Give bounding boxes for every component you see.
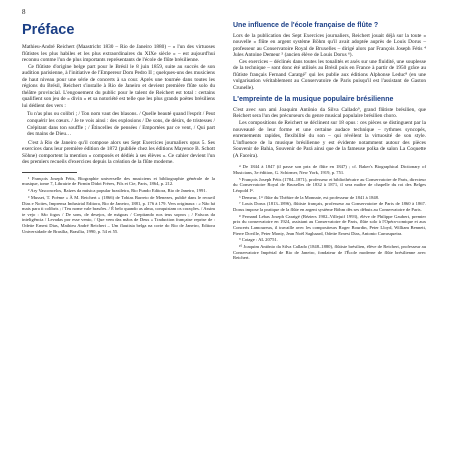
footnote: ¹ François Joseph Fétis, Biographie universelle des musiciens et bibliographie générale de la musique, tome 7, Librairie de Firmin Didot Frères, Fils et Cie, Paris, 1864, p. 212. (22, 175, 215, 187)
preface-paragraph: Mathieu-André Reichert (Maastricht 1830 – Rio de Janeiro 1880) – « l'un des virtuoses flûtistes les plus habiles et les plus extraordinaires du XIXe siècle » – est aujourd'hui reconnu comme l'un de plus importants représentants de l'école de flûte brésilienne. (22, 44, 215, 64)
footnote: ⁹ Cotage : AL 20751. (239, 237, 278, 243)
preface-title: Préface (22, 22, 75, 38)
section-title-influence: Une influence de l'école française de flûte ? (233, 22, 379, 29)
page-number: 8 (22, 8, 26, 16)
footnote: ⁷ Louis Dorus (1813–1896), flûtiste français, professeur au Conservatoire de Paris de 1860 à 1867. Dorus impose la pratique de la flûte en argent système Böhm dès ses débuts au Conservatoire de Paris. (233, 201, 426, 213)
footnote: ⁸ Fernand Lebas Joseph Caratgé (Béziers 1902–Villejuif 1993), élève de Philippe Gaubert, premier prix du conservatoire en 1924, assistant au Conservatoire de Paris, flûte solo à l'Opéra-comique et aux Concerts Lamoureux, il travaille avec les compositeurs Roger Bourdin, Peter Lloyd, William Bennett, Pierre Doville, Peter Monty, Jean Noël Saghaard, Odette Ernest Dias, Antonio Carrasqueira. (233, 213, 426, 236)
left-column (22, 22, 215, 235)
influence-paragraph: Lors de la publication des Sept Exercices journaliers, Reichert jouait déjà sur la toute « nouvelle » flûte en argent système Böhm qu'il avait adoptée auprès de Louis Dorus – professeur au Conservatoire Royal de Bruxelles – dirigé alors par François Joseph Fétis ⁴ Jules Antoine Demeur ⁵ (ancien élève de Louis Dorus ⁶). (233, 32, 426, 59)
footnote: ⁶ Demeur, 1ᵉʳ flûte du Théâtre de la Monnaie, est professeur de 1841 à 1848. (239, 194, 380, 200)
preface-paragraph: Ce flûtiste d'origine belge part pour le Brésil le 8 juin 1859, suite au succès de son audition parisienne, à l'initiative de l'Empereur Dom Pedro II ; quelques-uns des musiciens de haut niveau pour une série de concerts à sa cour. Après une tournée dans toutes les régions du Brésil, Reichert s'installe à Rio de Janeiro et devient première flûte solo du théâtre provincial. L'engouement du public pour le talent de Reichert est total : certains qualifient son jeu de « divin » et sa notoriété est telle que les plus grands poètes brésiliens lui dédient des vers : (22, 63, 215, 109)
footnote: ¹⁰ Joaquim Antônio da Silva Callado (1848–1880), flûtiste brésilien, élève de Reichert, professeur au Conservatoire Impérial de Rio de Janeiro, fondateur de l'École moderne de flûte brésilienne avec Reichert. (233, 244, 426, 261)
footnotes-right (233, 164, 426, 261)
footnote-rule (22, 172, 77, 173)
section-title-imprint: L'empreinte de la musique populaire brésilienne (233, 96, 394, 104)
preface-paragraph: C'est à Rio de Janeiro qu'il compose alors ses Sept Exercices journaliers opus 5. Ses exercices dans leur première édition de 1872 (publiée chez les éditions Mayence B. Schott Söhne) comportent la mention « composés et dédiés à ses élèves ». Ce cahier devient l'un des premiers recueils d'exercices depuis la création de la flûte moderne. (22, 139, 215, 166)
imprint-paragraph: C'est avec son ami Joaquim Antônio da Silva Callado⁹, grand flûtiste brésilien, que Reichert sera l'un des précurseurs du genre musical populaire brésilien choro. (233, 106, 426, 120)
footnote: ⁴ De 1844 à 1847 (il passe son prix de flûte en 1847) ; cf. Baker's Biographical Dictionary of Musicians, 3e édition, G. Schirmer, New York, 1919, p. 751. (233, 164, 426, 175)
influence-paragraph: Ces exercices – déclinés dans toutes les tonalités et axés sur une fluidité, une souplesse de la technique – sont donc été utilisés au Brésil puis en France à partir de 1950 grâce au flûtiste français Fernand Caratgé⁷ qui les publie aux éditions Alphonse Leduc⁸ (en une vulgarisation véritablement au Conservatoire de Paris puisqu'il est l'assistant de Gaston Crunelle). (233, 58, 426, 91)
footnotes-left (22, 172, 215, 234)
footnote: ³ Musset, T. Poème « À M. Reichert » (1866) de Tobias Barreto de Menezes, publié dans le recueil Dias e Noites, Imprensa Industrial Editora, Rio de Janeiro, 1881, p. 176 à 179. Vers originaux : « Não há mais para ti colibris ; / Teu nome vale brasões. / É belo quando as alma, conquistam os corações. / Assim te vejo : São fogos / De sons, de desejos, de mágoas / Crepitando nos teus sopros ; / Faíscas da inteligência / Levadas por esse vento, / Que vem das mãos de Deus » Traduction française reprise de : Odette Ernest Dias, Mathieu André Reichert – Um flautista belga na corte do Rio de Janeiro, Editora Universidade de Brasília, Brasília, 1990, p. 54 et 55. (22, 195, 215, 234)
right-column (233, 22, 426, 262)
footnote: ² Ary Vasconcelos, Raízes da música popular brasileira, Rio Fundo Editora, Rio de Janeiro, 1991. (28, 188, 207, 194)
imprint-paragraph: Les compositions de Reichert se déclinent sur 18 opus : ces pièces se distinguent par la nouveauté de leur forme et une certaine audace technique – rythmes syncopés, enremements rapides, flexibilité du son – qui révèlent la virtuosité de son style. L'influence de la musique brésilienne y est évidente notamment autour des pièces Souvenir de Bahia, Souvenir de Pará ainsi que de la fameuse polka de salon La Coquette (A Faceira). (233, 120, 426, 159)
poem-quote: Tu n'as plus ou colibri ; / Ton nom vaut des blasons. / Quelle beauté quand l'esprit / Peut conquérir les cœurs. / Je te vois ainsi : des explosions / De sons, de désirs, de tristesses / Crépitant dans ton souffle ; / Étincelles de pensées / Emportées par ce vent, / Qui part des mains de Dieu… (27, 111, 215, 138)
footnote: ⁵ François Joseph Fétis (1784–1871), professeur et bibliothécaire au Conservatoire de Paris, directeur du Conservatoire Royal de Bruxelles de 1832 à 1871, il sera maître de chapelle du roi des Belges Léopold Iᵉʳ. (233, 176, 426, 193)
